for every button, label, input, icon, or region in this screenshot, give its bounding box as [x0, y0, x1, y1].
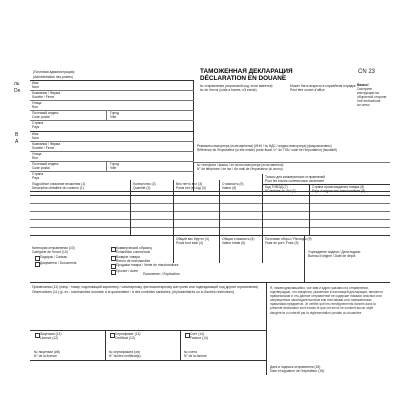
postal-admin-ru: (Почтовая администрация): [33, 70, 75, 74]
item-weight-field[interactable]: [175, 196, 218, 234]
sale-label: Продажа товара / Vente de marchandises: [116, 263, 179, 267]
commercial-rule: [262, 184, 390, 185]
commercial-header-fr: Pour les envois commerciaux seulement: [265, 179, 325, 183]
receiver-city-field[interactable]: [125, 162, 190, 170]
signature-label-fr: Date et signature de l'expéditeur (15): [270, 369, 325, 373]
office-ru: Учреждение подачи / Дата подачи: [308, 250, 361, 254]
sender-name-fr: Nom: [32, 85, 39, 89]
receiver-name-field[interactable]: [60, 132, 190, 140]
comments-ru: Примечания (11) (напр.: товар, подлежащий карантину / санитарному, фитосанитарному контролю или подпадающий под другие ограничения): [32, 285, 259, 289]
address-divider: [193, 80, 194, 191]
declaration-divider: [266, 282, 267, 375]
sender-postcode-divider: [106, 110, 107, 120]
item-description-field[interactable]: [32, 196, 128, 234]
item-quantity-field[interactable]: [132, 196, 172, 234]
side-label-top: ль: [14, 81, 20, 87]
invoice-no-ru: № счета: [184, 350, 197, 354]
declaration-text: Я, нижеподписавшийся, чье имя и адрес указаны на отправлении, подтверждаю, что сведения, указанные в настоящей декларации, являются правильными и что данное отправление не содержит никаких опасных или запрещенных законодательством или почтовыми или таможенными правилами предметов. Je certifie que les renseignements donnés dans la présente déclaration sont exacts et que cet envoi ne contient aucun objet dangereux ou interdit par la réglementation postale ou douanière: [270, 286, 383, 315]
gift-label: Подарок / Cadeau: [40, 255, 68, 259]
item-value-field[interactable]: [221, 196, 261, 234]
qty-header-ru: Количество (2): [133, 182, 156, 186]
invoice-number-field[interactable]: [184, 342, 259, 350]
receiver-postcode-fr: Code postal: [32, 166, 50, 170]
sender-business-field[interactable]: [60, 91, 190, 99]
col-divider-value: [219, 180, 220, 235]
sender-postcode-ru: Почтовый индекс: [32, 111, 59, 115]
category-header-ru: Категория отправления (10): [32, 246, 75, 250]
signature-field[interactable]: [270, 356, 388, 364]
other-label: Прочее / Autre: [116, 269, 138, 273]
side-label-de: De: [14, 88, 21, 94]
docs-bottom-rule: [30, 360, 267, 361]
receiver-business-field[interactable]: [60, 142, 190, 150]
hs-header-ru: Код ТНВЭД (7): [265, 185, 288, 189]
receiver-street-field[interactable]: [60, 152, 190, 160]
receiver-business-fr: Société / Firme: [32, 146, 55, 150]
importer-ref-ru: Реквизиты импортера (если имеются) (ИНН / № НДС / индекс импортера) (факультативно): [197, 144, 332, 148]
sender-business-ru: Компания / Фирма: [32, 91, 61, 95]
invoice-no-fr: N° de la facture: [184, 354, 207, 358]
sender-name-field[interactable]: [60, 81, 190, 89]
sender-country-ru: Страна: [32, 121, 44, 125]
weight-header-ru: Вес нетто в кг (3): [176, 182, 203, 186]
receiver-postcode-divider: [106, 161, 107, 171]
postage-ru: Почтовые сборы / Расходы (9): [265, 237, 312, 241]
sender-country-fr: Pays: [32, 125, 40, 129]
sender-name-ru: Имя: [32, 81, 39, 85]
receiver-country-fr: Pays: [32, 176, 40, 180]
certificate-label-fr: Certificat (13): [115, 336, 135, 340]
licence-no-fr: N° de la licence: [34, 354, 57, 358]
docs-divider-2: [180, 330, 181, 360]
total-value-ru: Общая стоимость (6): [222, 237, 255, 241]
total-weight-fr: Poids brut total (4): [176, 241, 203, 245]
commercial-header-ru: Только для коммерческих отправлений: [265, 175, 326, 179]
items-bottom-rule: [30, 235, 390, 236]
important-line-5: au verso: [357, 103, 370, 107]
importer-ref-field[interactable]: [197, 153, 387, 161]
postage-field[interactable]: [264, 246, 304, 254]
receiver-name-ru: Имя: [32, 132, 39, 136]
value-header-ru: Стоимость (5): [222, 182, 244, 186]
value-header-fr: Valeur (5): [222, 186, 237, 190]
postal-admin-fr: (Administration des postes): [33, 75, 73, 79]
receiver-city-fr: Ville: [110, 166, 117, 170]
sender-postcode-field[interactable]: [60, 111, 105, 119]
qty-header-fr: Quantité (2): [133, 186, 151, 190]
total-weight-ru: Общий вес брутто (4): [176, 237, 209, 241]
certificate-number-field[interactable]: [109, 342, 174, 350]
important-line-1: Смотрите: [357, 87, 372, 91]
licence-no-ru: № лицензии (ий): [34, 350, 60, 354]
desc-header-fr: Description détaillée du contenu (1): [32, 186, 84, 190]
office-divider: [304, 235, 305, 283]
explanation-field[interactable]: [185, 270, 260, 278]
open-officially-fr: Peut être ouvert d'office: [290, 88, 325, 92]
important-line-4: Voir instructions: [357, 99, 381, 103]
receiver-street-fr: Rue: [32, 156, 39, 160]
totals-divider-2: [219, 235, 220, 263]
col-divider-hs: [262, 174, 263, 235]
sender-street-field[interactable]: [60, 101, 190, 109]
receiver-country-field[interactable]: [60, 172, 190, 180]
postage-fr: Frais de port / Frais (9): [265, 241, 299, 245]
origin-header-fr: Pays d'origine des marchandises (8): [312, 189, 366, 193]
docs-divider-1: [105, 330, 106, 360]
explanation-label: Пояснение: / Explication:: [143, 272, 181, 276]
form-title-ru: ТАМОЖЕННАЯ ДЕКЛАРАЦИЯ: [200, 68, 293, 75]
sender-city-fr: Ville: [110, 115, 117, 119]
category-header-fr: Catégorie de l'envoi (10): [32, 250, 68, 254]
col-divider-origin: [309, 184, 310, 235]
receiver-postcode-ru: Почтовый индекс: [32, 162, 59, 166]
sample-label-fr: Échantillon commercial: [116, 250, 150, 254]
receiver-business-ru: Компания / Фирма: [32, 142, 61, 146]
category-bottom-rule: [30, 282, 390, 283]
totals-divider-3: [262, 235, 263, 263]
receiver-name-fr: Nom: [32, 136, 39, 140]
certificate-label-ru: Сертификат (13): [115, 332, 141, 336]
office-stamp-field[interactable]: [308, 260, 388, 280]
item-number-field[interactable]: [200, 94, 278, 101]
total-value-field[interactable]: [221, 246, 261, 254]
return-label: Возврат товара: [116, 255, 140, 259]
item-origin-field[interactable]: [311, 196, 389, 234]
signature-label-ru: Дата и подпись отправителя (15): [270, 365, 321, 369]
comments-field[interactable]: [32, 296, 262, 310]
sender-city-field[interactable]: [125, 111, 190, 119]
licence-label-ru: Лицензия (12): [40, 332, 62, 336]
invoice-label-ru: Счет (14): [190, 332, 205, 336]
certificate-no-fr: N° du/des certificat(s): [109, 354, 141, 358]
total-weight-field[interactable]: [175, 246, 218, 254]
total-value-fr: Valeur totale (6): [222, 241, 246, 245]
sender-street-fr: Rue: [32, 105, 39, 109]
office-fr: Bureau d'origine / Date de dépôt: [308, 254, 356, 258]
origin-header-ru: Страна происхождения товара (8): [312, 185, 365, 189]
desc-header-ru: Подробное описание вложения (1): [32, 182, 86, 186]
item-number-label-ru: № отправления (штриховой код, если имеется): [200, 84, 273, 88]
licence-number-field[interactable]: [34, 342, 99, 350]
importer-ref-fr: Référence de l'importateur (si elle existe) (code fiscal / n° de TVA / code de l'importateur) (facultatif): [197, 148, 337, 152]
item-hs-field[interactable]: [264, 196, 308, 234]
return-label-fr: Retour de marchandise: [116, 259, 151, 263]
col-divider-qty: [130, 180, 131, 235]
open-officially-ru: Может быть вскрыто в служебном порядке: [290, 84, 356, 88]
important-line-3: оборотной стороне: [357, 95, 387, 99]
receiver-country-ru: Страна: [32, 172, 44, 176]
invoice-label-fr: Facture (14): [190, 336, 208, 340]
sample-label: Коммерческий образец: [116, 246, 152, 250]
important-label: Важно!: [357, 83, 369, 87]
form-code: CN 23: [358, 69, 376, 75]
side-label-a: А: [15, 139, 19, 145]
receiver-postcode-field[interactable]: [60, 162, 105, 170]
importer-tel-ru: № телефона / факса / эл почты импортера (если имеется): [197, 163, 284, 167]
item-number-label-fr: № de l'envoi (code à barres, s'il existe): [200, 88, 257, 92]
weight-header-fr: Poids net (en kg) (3): [176, 186, 206, 190]
side-label-b: В: [15, 132, 19, 138]
sender-postcode-fr: Code postal: [32, 115, 50, 119]
certificate-no-ru: № сертификата (ов): [109, 350, 140, 354]
sender-street-ru: Улица: [32, 101, 42, 105]
sender-country-field[interactable]: [60, 121, 190, 129]
docs-top-rule: [30, 330, 267, 331]
sender-business-fr: Société / Firme: [32, 95, 55, 99]
col-divider-weight: [173, 180, 174, 235]
hs-header-fr: N° tarifaire du SH (7): [265, 189, 296, 193]
important-line-2: инструкции на: [357, 91, 379, 95]
licence-label-fr: Licence (12): [40, 336, 59, 340]
documents-label: Документы / Documents: [40, 261, 77, 265]
receiver-city-ru: Город: [110, 162, 119, 166]
receiver-street-ru: Улица: [32, 152, 42, 156]
importer-tel-fr: N° de téléphone / de fax / d'e-mail de l'importateur (si connu): [197, 167, 283, 171]
comments-fr: Observations (11) (p. ex.: marchandise soumise à la quarantaine / à des contrôles sanitaires, phytosanitaires ou à d'autres restrictions): [32, 290, 235, 294]
totals-divider-1: [173, 235, 174, 263]
sender-city-ru: Город: [110, 111, 119, 115]
form-title-fr: DÉCLARATION EN DOUANE: [200, 75, 287, 82]
